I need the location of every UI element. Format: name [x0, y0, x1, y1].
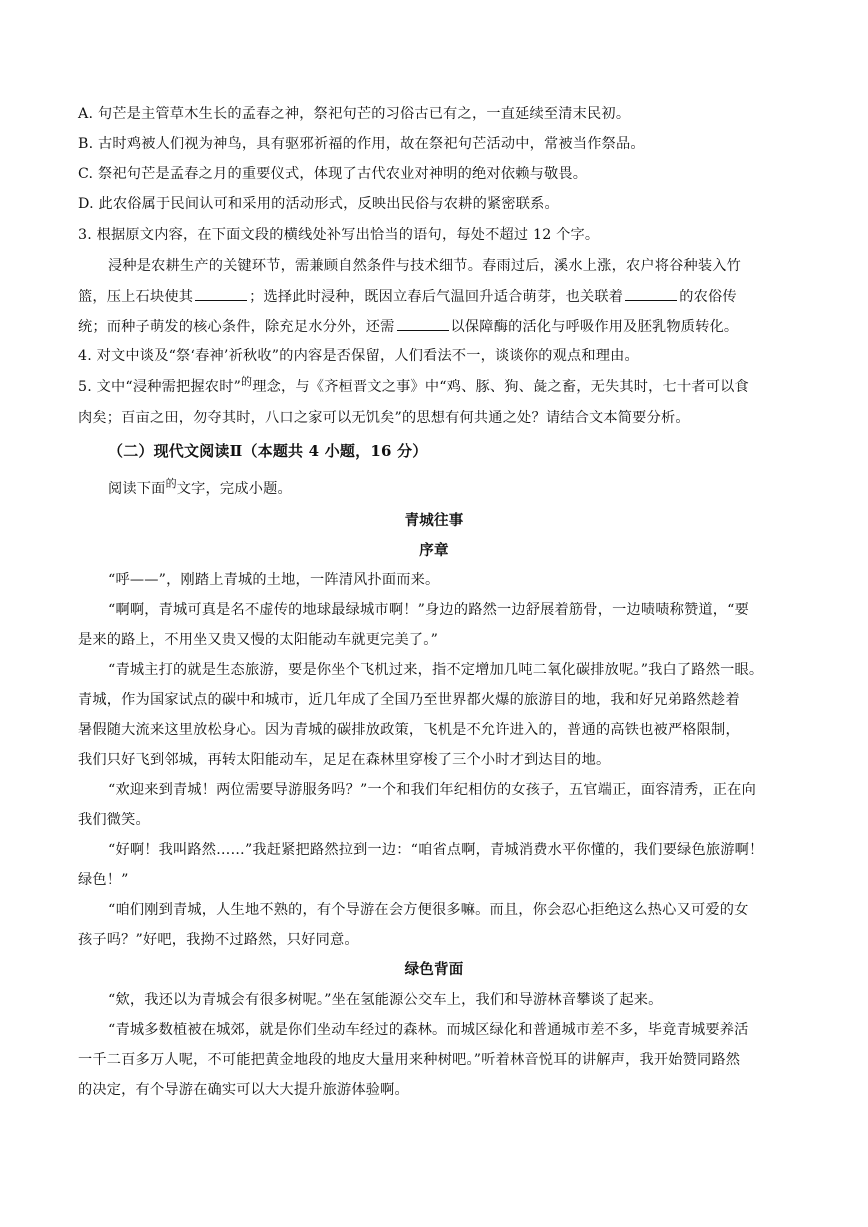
option-a: A. 句芒是主管草木生长的孟春之神，祭祀句芒的习俗古已有之，一直延续至清末民初。: [78, 106, 631, 122]
story-title: 青城往事: [404, 512, 464, 529]
story-paragraph-cont: 孩子吗？”好吧，我拗不过路然，只好同意。: [78, 932, 359, 948]
story-paragraph-cont: 是来的路上，不用坐又贵又慢的太阳能动车就更完美了。”: [78, 632, 439, 648]
story-paragraph-cont: 我们只好飞到邻城，再转太阳能动车，足足在森林里穿梭了三个小时才到达目的地。: [78, 752, 611, 768]
question-5-line-2: 肉矣；百亩之田，勿夺其时，八口之家可以无饥矣”的思想有何共通之处？请结合文本简要分析。: [78, 410, 690, 426]
story-paragraph: “欸，我还以为青城会有很多树呢。”坐在氢能源公交车上，我们和导游林音攀谈了起来。: [108, 992, 663, 1008]
question-4: 4. 对文中谈及“祭‘春神’祈秋收”的内容是否保留，人们看法不一，谈谈你的观点和理由。: [78, 348, 639, 364]
instruction-superscript: 的: [165, 477, 177, 490]
answer-blank-3[interactable]: [397, 316, 449, 331]
option-d: D. 此农俗属于民间认可和采用的活动形式，反映出民俗与农耕的紧密联系。: [78, 196, 559, 212]
instruction-text: 阅读下面: [108, 481, 166, 497]
story-paragraph: “欢迎来到青城！两位需要导游服务吗？”一个和我们年纪相仿的女孩子，五官端正，面容清秀，正在向: [108, 782, 756, 798]
q3-text: 以保障酶的活化与呼吸作用及胚乳物质转化。: [450, 319, 739, 335]
q3-text: 的农俗传: [679, 289, 737, 305]
reading-instruction: [108, 479, 790, 500]
q3-text: 统；而种子萌发的核心条件，除充足水分外，还需: [78, 319, 395, 335]
story-paragraph-cont: 我们微笑。: [78, 812, 150, 828]
story-paragraph-cont: 青城，作为国家试点的碳中和城市，近几年成了全国乃至世界都火爆的旅游目的地，我和好兄弟路然趁着: [78, 692, 740, 708]
story-paragraph: “青城主打的就是生态旅游，要是你坐个飞机过来，指不定增加几吨二氧化碳排放呢。”我白了路然一眼。: [108, 662, 764, 678]
q5-text: 5. 文中“浸种需把握农时”: [78, 379, 242, 395]
q3-text: ；选择此时浸种，既因立春后气温回升适合萌芽，也关联着: [249, 289, 624, 305]
story-paragraph: “好啊！我叫路然……”我赶紧把路然拉到一边：“咱省点啊，青城消费水平你懂的，我们要绿色旅游啊！: [108, 842, 764, 858]
question-5-line-1: [78, 377, 790, 398]
answer-blank-1[interactable]: [195, 286, 247, 301]
q5-superscript: 的: [241, 375, 253, 388]
option-c: C. 祭祀句芒是孟春之月的重要仪式，体现了古代农业对神明的绝对依赖与敬畏。: [78, 166, 588, 182]
story-paragraph-cont: 一千二百多万人呢，不可能把黄金地段的地皮大量用来种树吧。”听着林音悦耳的讲解声，我开始赞同路然: [78, 1052, 741, 1068]
story-paragraph-cont: 绿色！”: [78, 872, 129, 888]
instruction-text: 文字，完成小题。: [176, 481, 292, 497]
q3-passage-line-1: 浸种是农耕生产的关键环节，需兼顾自然条件与技术细节。春雨过后，溪水上涨，农户将谷种装入竹: [108, 258, 742, 274]
chapter-heading-green: 绿色背面: [404, 961, 464, 978]
story-paragraph-cont: 暑假随大流来这里放松身心。因为青城的碳排放政策，飞机是不允许进入的，普通的高铁也被严格限制，: [78, 722, 740, 738]
story-paragraph: “啊啊，青城可真是名不虚传的地球最绿城市啊！”身边的路然一边舒展着筋骨，一边啧啧称赞道，“要: [108, 602, 750, 618]
q5-text: 理念，与《齐桓晋文之事》中“鸡、豚、狗、彘之畜，无失其时，七十者可以食: [252, 379, 749, 395]
story-paragraph-cont: 的决定，有个导游在确实可以大大提升旅游体验啊。: [78, 1082, 409, 1098]
option-b: B. 古时鸡被人们视为神鸟，具有驱邪祈福的作用，故在祭祀句芒活动中，常被当作祭品。: [78, 136, 645, 152]
story-paragraph: “呼——”，刚踏上青城的土地，一阵清风扑面而来。: [108, 572, 440, 588]
chapter-heading-prologue: 序章: [419, 542, 449, 559]
q3-passage-line-3: [78, 316, 790, 337]
section-heading: （二）现代文阅读Ⅱ（本题共 4 小题，16 分）: [108, 442, 428, 460]
story-paragraph: “青城多数植被在城郊，就是你们坐动车经过的森林。而城区绿化和普通城市差不多，毕竟青城要养活: [108, 1022, 749, 1038]
q3-text: 篮，压上石块使其: [78, 289, 194, 305]
answer-blank-2[interactable]: [625, 286, 677, 301]
story-paragraph: “咱们刚到青城，人生地不熟的，有个导游在会方便很多嘛。而且，你会忍心拒绝这么热心又可爱的女: [108, 902, 749, 918]
question-3-stem: 3. 根据原文内容，在下面文段的横线处补写出恰当的语句，每处不超过 12 个字。: [78, 227, 600, 243]
q3-passage-line-2: [78, 286, 790, 307]
